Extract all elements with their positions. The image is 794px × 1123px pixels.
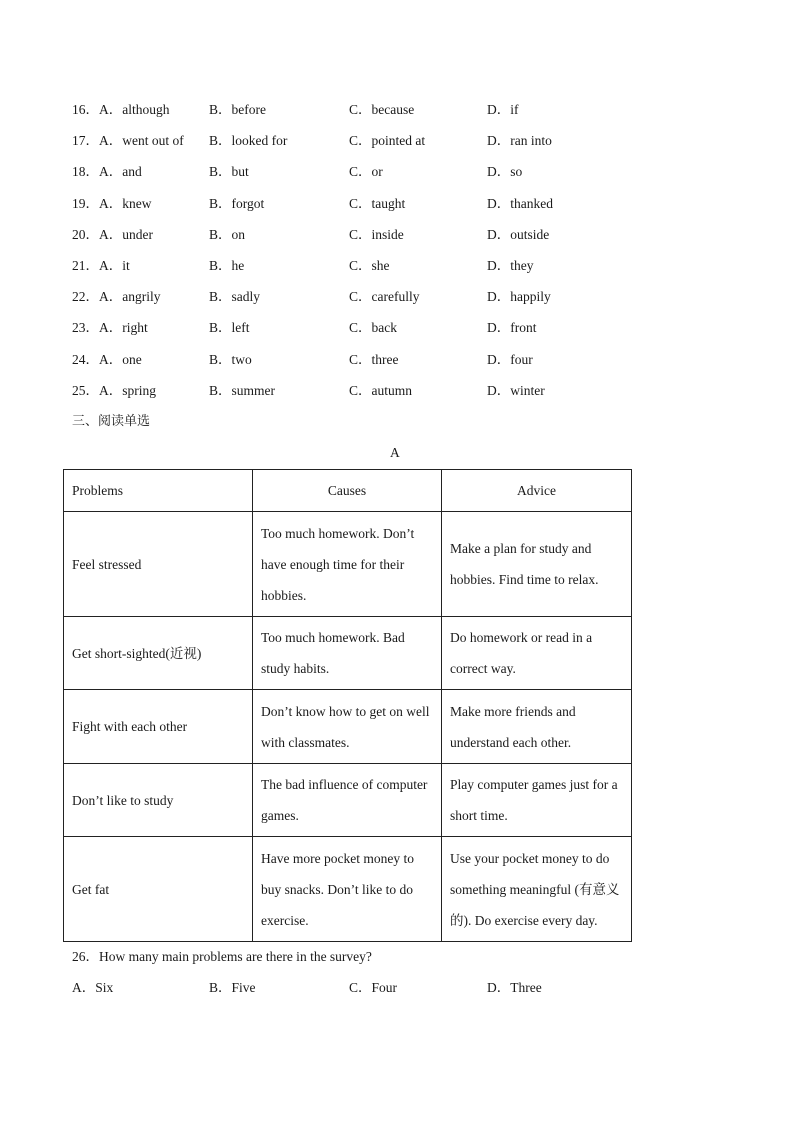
option-d: D．outside <box>487 226 550 242</box>
option-c: C．taught <box>349 195 406 211</box>
option-a: 25．A．spring <box>72 382 156 398</box>
table-row <box>64 512 632 617</box>
option-c: C．or <box>349 164 383 180</box>
option-c: C．because <box>349 102 415 117</box>
option-a: 19．A．knew <box>72 195 152 211</box>
option-b: B．before <box>209 102 266 117</box>
cause-cell: Don’t know how to get on well with classmates. <box>253 690 442 764</box>
option-d: D．so <box>487 164 523 180</box>
cause-cell: Too much homework. Don’t have enough time for their hobbies. <box>253 512 442 617</box>
option-a: 21．A．it <box>72 258 130 273</box>
problem-cell: Don’t like to study <box>64 764 253 837</box>
option-a: 23．A．right <box>72 320 148 336</box>
table-row <box>64 764 632 837</box>
problem-cell: Get fat <box>64 837 253 942</box>
option-b: B．summer <box>209 382 275 398</box>
option-c: C．pointed at <box>349 133 426 149</box>
option-c: C．back <box>349 320 397 336</box>
option-b: B．he <box>209 258 245 273</box>
header-problems: Problems <box>64 470 253 512</box>
option-d: D．ran into <box>487 133 552 149</box>
table-header-row <box>64 470 632 512</box>
option-c: C．inside <box>349 226 404 242</box>
option-d: D．if <box>487 102 519 117</box>
advice-cell: Use your pocket money to do something meaningful (有意义的). Do exercise every day. <box>442 837 632 942</box>
option-b: B．on <box>209 226 246 242</box>
option-d: D．they <box>487 258 534 273</box>
table-row <box>64 690 632 764</box>
option-d: D．thanked <box>487 195 553 211</box>
table-row <box>64 617 632 690</box>
problem-cell: Get short-sighted(近视) <box>64 617 253 690</box>
option-b: B．but <box>209 164 249 180</box>
passage-label: A <box>390 445 400 460</box>
option-c: C．she <box>349 258 390 273</box>
option-d: D．winter <box>487 382 545 398</box>
option-d: D．happily <box>487 289 551 305</box>
option-c: C．Four <box>349 980 398 995</box>
option-b: B．looked for <box>209 133 288 149</box>
cause-cell: Have more pocket money to buy snacks. Don’t like to do exercise. <box>253 837 442 942</box>
option-a: 18．A．and <box>72 164 142 180</box>
option-a: A．Six <box>72 980 114 995</box>
header-causes: Causes <box>253 470 442 512</box>
advice-cell: Make a plan for study and hobbies. Find time to relax. <box>442 512 632 617</box>
advice-cell: Make more friends and understand each other. <box>442 690 632 764</box>
option-a: 20．A．under <box>72 226 153 242</box>
option-b: B．forgot <box>209 195 265 211</box>
survey-table <box>63 469 632 942</box>
option-b: B．left <box>209 320 250 336</box>
option-c: C．autumn <box>349 382 412 398</box>
table-row <box>64 837 632 942</box>
option-c: C．carefully <box>349 289 420 305</box>
advice-cell: Do homework or read in a correct way. <box>442 617 632 690</box>
option-a: 17．A．went out of <box>72 133 184 149</box>
option-c: C．three <box>349 351 399 367</box>
question-26-stem: 26．How many main problems are there in the survey? <box>72 949 372 964</box>
problem-cell: Fight with each other <box>64 690 253 764</box>
cause-cell: The bad influence of computer games. <box>253 764 442 837</box>
advice-cell: Play computer games just for a short time. <box>442 764 632 837</box>
option-b: B．two <box>209 351 252 367</box>
option-b: B．Five <box>209 980 256 995</box>
question-26-options <box>72 978 672 998</box>
option-a: 16．A．although <box>72 102 170 117</box>
problem-cell: Feel stressed <box>64 512 253 617</box>
option-d: D．front <box>487 320 537 336</box>
option-b: B．sadly <box>209 289 261 305</box>
header-advice: Advice <box>442 470 632 512</box>
section-title: 三、阅读单选 <box>72 414 151 429</box>
option-a: 22．A．angrily <box>72 289 161 305</box>
option-d: D．Three <box>487 980 542 995</box>
option-a: 24．A．one <box>72 351 142 367</box>
option-d: D．four <box>487 351 533 367</box>
cause-cell: Too much homework. Bad study habits. <box>253 617 442 690</box>
